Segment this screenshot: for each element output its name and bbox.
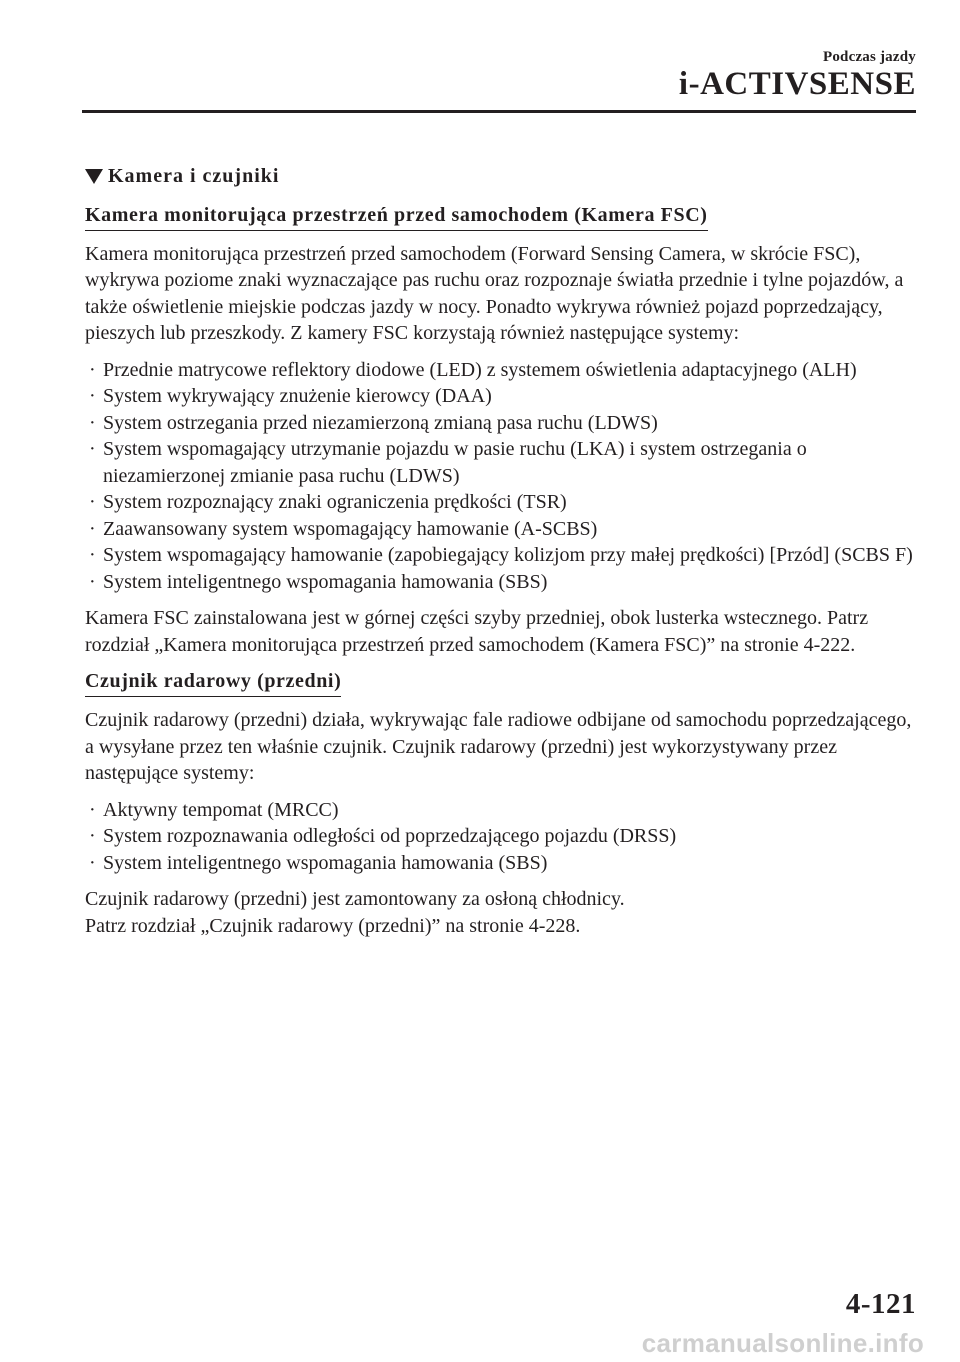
radar-intro: Czujnik radarowy (przedni) działa, wykrywając fale radiowe odbijane od samochodu poprzedzającego, a wysyłane przez ten właśnie czujnik. Czujnik radarowy (przedni) jest wykorzystywany przez następujące systemy: xyxy=(85,709,912,784)
list-item xyxy=(85,542,917,569)
radar-note xyxy=(85,886,917,939)
list-item-text: Aktywny tempomat (MRCC) xyxy=(103,798,339,821)
bullet-icon: · xyxy=(89,411,96,434)
bullet-icon: · xyxy=(89,438,96,460)
page-number: 4-121 xyxy=(845,1288,916,1320)
watermark: carmanualsonline.info xyxy=(641,1328,924,1358)
radar-note-line1: Czujnik radarowy (przedni) jest zamontowany za osłoną chłodnicy. xyxy=(85,888,625,910)
list-item-text: System inteligentnego wspomagania hamowania (SBS) xyxy=(103,851,548,874)
list-item xyxy=(85,489,917,516)
list-item-text: System inteligentnego wspomagania hamowania (SBS) xyxy=(103,570,548,593)
bullet-icon: · xyxy=(89,517,96,540)
bullet-icon: · xyxy=(89,825,96,847)
bullet-icon: · xyxy=(89,491,96,513)
list-item xyxy=(85,383,917,410)
list-item-text: Przednie matrycowe reflektory diodowe (LED) z systemem oświetlenia adaptacyjnego (ALH) xyxy=(103,358,857,381)
list-item xyxy=(85,850,917,877)
list-item xyxy=(85,797,917,824)
section-heading xyxy=(85,163,917,190)
list-item-text: Zaawansowany system wspomagający hamowanie (A-SCBS) xyxy=(103,517,598,540)
bullet-icon: · xyxy=(89,544,96,566)
header-rule xyxy=(82,110,916,113)
list-item-text: System ostrzegania przed niezamierzoną zmianą pasa ruchu (LDWS) xyxy=(103,411,658,434)
header-section: Podczas jazdy xyxy=(822,49,916,65)
bullet-icon: · xyxy=(89,798,96,821)
list-item xyxy=(85,357,917,384)
bullet-icon: · xyxy=(89,851,96,874)
bullet-icon: · xyxy=(89,358,96,381)
radar-systems-list xyxy=(85,797,917,877)
fsc-note: Kamera FSC zainstalowana jest w górnej części szyby przedniej, obok lusterka wstecznego. Patrz rozdział „Kamera monitorująca przestrzeń przed samochodem (Kamera FSC)” na stronie 4-222. xyxy=(85,607,869,656)
list-item xyxy=(85,569,917,596)
list-item xyxy=(85,823,917,850)
fsc-systems-list xyxy=(85,357,917,596)
list-item xyxy=(85,410,917,437)
fsc-heading: Kamera monitorująca przestrzeń przed samochodem (Kamera FSC) xyxy=(85,203,708,231)
triangle-marker-icon xyxy=(85,169,103,184)
radar-note-line2: Patrz rozdział „Czujnik radarowy (przedni)” na stronie 4-228. xyxy=(85,914,581,937)
list-item xyxy=(85,516,917,543)
list-item-text: System rozpoznający znaki ograniczenia prędkości (TSR) xyxy=(103,491,567,513)
list-item-text: System wspomagający hamowanie (zapobiegający kolizjom przy małej prędkości) [Przód] (SCBS F) xyxy=(103,544,913,566)
bullet-icon: · xyxy=(89,570,96,593)
header-title: i-ACTIVSENSE xyxy=(678,66,916,102)
list-item xyxy=(85,436,917,489)
bullet-icon: · xyxy=(89,385,96,407)
list-item-text: System rozpoznawania odległości od poprzedzającego pojazdu (DRSS) xyxy=(103,825,677,847)
fsc-intro: Kamera monitorująca przestrzeń przed samochodem (Forward Sensing Camera, w skrócie FSC), wykrywa poziome znaki wyznaczające pas ruchu oraz rozpoznaje światła przednie i tylne pojazdów, a także oświetlenie miejskie podczas jazdy w nocy. Ponadto wykrywa również pojazd poprzedzający, pieszych lub przeszkody. Z kamery FSC korzystają również następujące systemy: xyxy=(85,242,904,344)
list-item-text: System wspomagający utrzymanie pojazdu w pasie ruchu (LKA) i system ostrzegania o niezamierzonej zmianie pasa ruchu (LDWS) xyxy=(103,438,807,487)
radar-heading: Czujnik radarowy (przedni) xyxy=(85,669,341,697)
page-content xyxy=(85,163,917,939)
section-heading-text: Kamera i czujniki xyxy=(108,165,280,187)
list-item-text: System wykrywający znużenie kierowcy (DAA) xyxy=(103,385,492,407)
